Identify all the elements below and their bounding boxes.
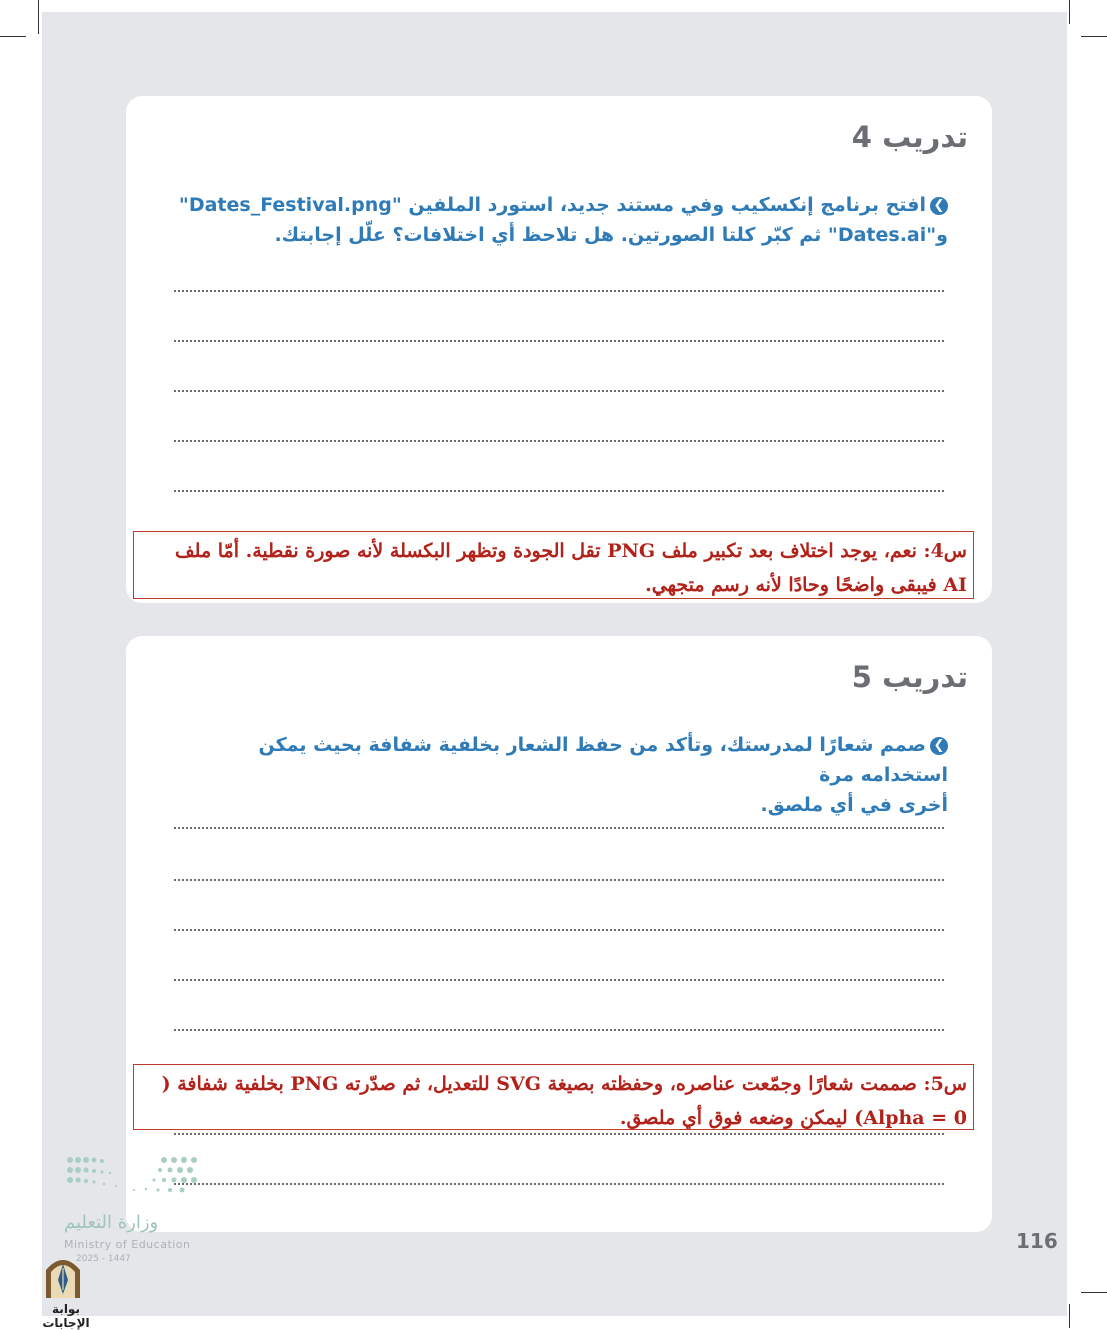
exercise-5-title: تدريب 5 <box>851 660 968 694</box>
chevron-bullet-icon: ❯ <box>930 737 948 755</box>
exercise-4-question-line2: و"Dates.ai" ثم كبّر كلتا الصورتين. هل تلاحظ أي اختلافات؟ علّل إجابتك. <box>274 224 948 246</box>
exercise-4-question <box>172 190 948 250</box>
exercise-5-question-line2: أخرى في أي ملصق. <box>760 794 948 816</box>
exercise-5-question <box>172 730 948 820</box>
answer-dotted-line <box>174 879 944 881</box>
exercise-4-title: تدريب 4 <box>851 120 968 154</box>
answer-dotted-line <box>174 929 944 931</box>
crop-mark <box>1081 1292 1107 1293</box>
answer-dotted-line <box>174 390 944 392</box>
exercise-5-answer-line2: Alpha = 0) ليمكن وضعه فوق أي ملصق. <box>619 1107 967 1129</box>
crop-mark <box>0 36 26 37</box>
exercise-4-answer-line1: س4: نعم، يوجد اختلاف بعد تكبير ملف PNG تقل الجودة وتظهر البكسلة لأنه صورة نقطية. أمّا ملف <box>175 540 967 562</box>
ministry-year: 2025 - 1447 <box>76 1254 131 1264</box>
exercise-5-card <box>126 636 992 1232</box>
answer-dotted-line <box>174 1183 944 1185</box>
crop-mark <box>1069 0 1070 24</box>
exercise-4-answer-line2: AI فيبقى واضحًا وحادًا لأنه رسم متجهي. <box>645 574 967 596</box>
exercise-5-answer-line1: س5: صممت شعارًا وجمّعت عناصره، وحفظته بصيغة SVG للتعديل، ثم صدّرته PNG بخلفية شفافة ( <box>161 1073 967 1095</box>
ministry-english-name: Ministry of Education <box>64 1238 191 1251</box>
answer-dotted-line <box>174 979 944 981</box>
crop-mark <box>1069 1304 1070 1328</box>
answers-portal-watermark <box>28 1254 104 1330</box>
answer-dotted-line <box>174 1029 944 1031</box>
page-number: 116 <box>1016 1229 1058 1253</box>
exercise-4-answer-box <box>133 531 974 599</box>
ministry-arabic-name: وزارة التعليم <box>64 1212 159 1233</box>
exercise-4-question-line1: افتح برنامج إنكسكيب وفي مستند جديد، استورد الملفين "Dates_Festival.png" <box>178 194 926 216</box>
chevron-bullet-icon: ❯ <box>930 197 948 215</box>
ministry-dots-icon <box>64 1154 204 1196</box>
mosque-pen-icon <box>42 1254 84 1300</box>
answer-dotted-line <box>174 340 944 342</box>
exercise-4-card <box>126 96 992 603</box>
answer-dotted-line <box>174 490 944 492</box>
answer-dotted-line <box>174 290 944 292</box>
answer-dotted-line <box>174 440 944 442</box>
answer-dotted-line <box>174 827 944 829</box>
exercise-5-question-line1: صمم شعارًا لمدرستك، وتأكد من حفظ الشعار بخلفية شفافة بحيث يمكن استخدامه مرة <box>258 734 948 786</box>
answers-portal-label: بوابة الإجابات <box>42 1302 90 1330</box>
crop-mark <box>1081 36 1107 37</box>
exercise-5-answer-box <box>133 1064 974 1130</box>
crop-mark <box>38 0 39 34</box>
